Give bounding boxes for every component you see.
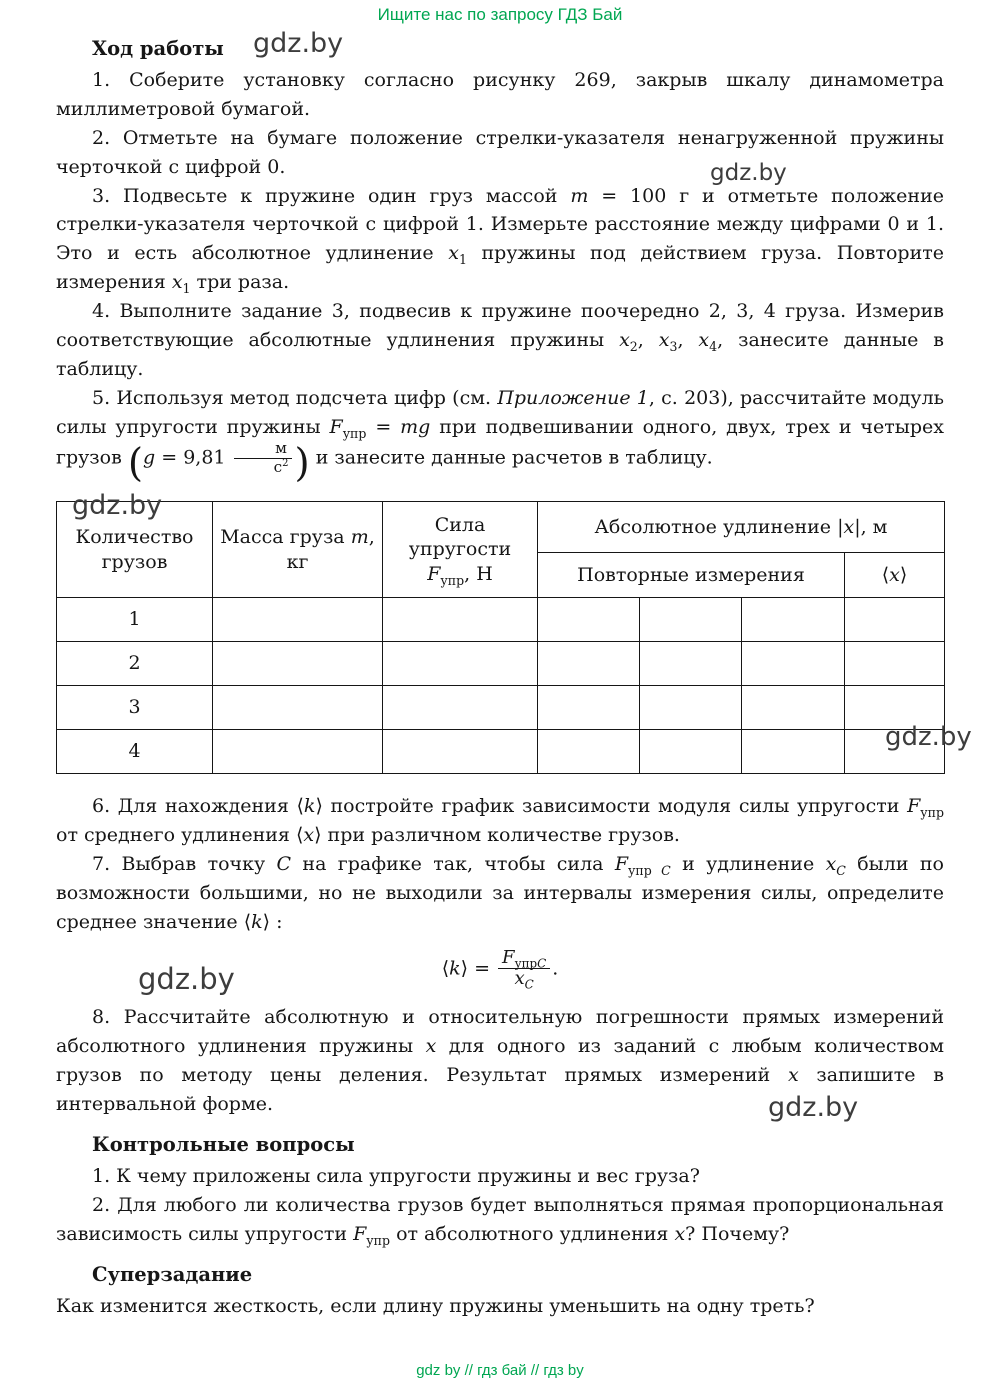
cell-repeat-1 [538,642,640,686]
col-header-count: Количество грузов [57,502,213,598]
watermark-gdz: gdz.by [72,490,163,521]
watermark-gdz: gdz.by [885,722,972,752]
cell-repeat-3 [742,730,845,774]
cell-count: 1 [57,598,213,642]
col-header-average: ⟨x⟩ [845,553,945,598]
cell-repeat-1 [538,730,640,774]
cell-repeat-3 [742,642,845,686]
col-header-force: Сила упругости $F_{упр}$, Н [383,502,538,598]
stiffness-formula: ⟨k⟩ = $\frac{F_{упрC}}{x_C}$ . [441,946,559,993]
table-row [57,598,945,642]
step-paragraph-6: 6. Для нахождения ⟨k⟩ постройте график зависимости модуля силы упругости $F_{упр}$ от среднего удлинения ⟨x⟩ при различном количестве грузов. [56,795,944,847]
step-paragraph-3: 3. Подвесьте к пружине один груз массой m = 100 г и отметьте положение стрелки-указателя черточкой с цифрой 1. Измерьте расстояние между цифрами 0 и 1. Это и есть абсолютное удлинение $x_1$ пружины под действием груза. Повторите измерения $x_1$ три раза. [56,184,945,296]
supertask-text: Как изменится жесткость, если длину пружины уменьшить на одну треть? [56,1294,815,1317]
watermark-gdz: gdz.by [253,28,344,59]
cell-repeat-2 [640,730,742,774]
supertask-heading: Суперзадание [92,1262,253,1286]
work-heading: Ход работы [92,37,224,60]
step-paragraph-7: 7. Выбрав точку C на графике так, чтобы сила $F_{упр}$ $_C$ и удлинение $x_C$ были по возможности большими, но не выходили за интервалы измерения силы, определите среднее значение ⟨k⟩ : [56,852,945,933]
cell-repeat-3 [742,598,845,642]
table-row [57,686,945,730]
cell-repeat-2 [640,642,742,686]
cell-repeat-1 [538,598,640,642]
table-row [57,642,945,686]
watermark-gdz: gdz.by [138,962,235,996]
cell-average [845,642,945,686]
cell-count: 4 [57,730,213,774]
step-paragraph-2: 2. Отметьте на бумаге положение стрелки-указателя ненагруженной пружины черточкой с цифрой 0. [56,126,944,178]
cell-repeat-1 [538,686,640,730]
cell-count: 2 [57,642,213,686]
cell-repeat-2 [640,686,742,730]
step-paragraph-4: 4. Выполните задание 3, подвесив к пружине поочередно 2, 3, 4 груза. Измерив соответствующие абсолютные удлинения пружины $x_2$, $x_3$, $x_4$, занесите данные в таблицу. [56,300,944,380]
results-table [56,501,945,774]
control-questions-heading: Контрольные вопросы [92,1132,355,1156]
table-row [57,730,945,774]
cell-force [383,730,538,774]
cell-average [845,598,945,642]
page-content [0,37,1000,1320]
cell-force [383,642,538,686]
col-header-repeats: Повторные измерения [538,553,845,598]
question-1: 1. К чему приложены сила упругости пружины и вес груза? [92,1164,700,1187]
watermark-gdz: gdz.by [710,160,787,186]
cell-mass [213,686,383,730]
cell-mass [213,730,383,774]
cell-mass [213,598,383,642]
watermark-gdz: gdz.by [768,1092,859,1123]
step-paragraph-5: 5. Используя метод подсчета цифр (см. Приложение 1, с. 203), рассчитайте модуль силы упругости пружины $F_{упр}$ = mg при подвешивании одного, двух, трех и четырех грузов (g = 9,81 $\frac{м}{с^2}$ ) и занесите данные расчетов в таблицу. [56,386,944,487]
cell-repeat-2 [640,598,742,642]
step-paragraph-1: 1. Соберите установку согласно рисунку 269, закрыв шкалу динамометра миллиметровой бумагой. [56,69,944,120]
cell-mass [213,642,383,686]
question-2: 2. Для любого ли количества грузов будет выполняться прямая пропорциональная зависимость силы упругости $F_{упр}$ от абсолютного удлинения x? Почему? [56,1193,944,1248]
bottom-promo-banner: gdz by // гдз бай // гдз by [416,1362,584,1379]
cell-repeat-3 [742,686,845,730]
cell-force [383,598,538,642]
top-promo-banner: Ищите нас по запросу ГДЗ Бай [377,5,623,24]
col-header-mass: Масса груза m, кг [213,502,383,598]
col-header-elongation: Абсолютное удлинение |x|, м [538,502,945,553]
cell-force [383,686,538,730]
step-paragraph-8: 8. Рассчитайте абсолютную и относительную погрешности прямых измерений абсолютного удлинения пружины x для одного из заданий с любым количеством грузов по методу цены деления. Результат прямых измерений x запишите в интервальной форме. [56,1006,944,1116]
cell-count: 3 [57,686,213,730]
